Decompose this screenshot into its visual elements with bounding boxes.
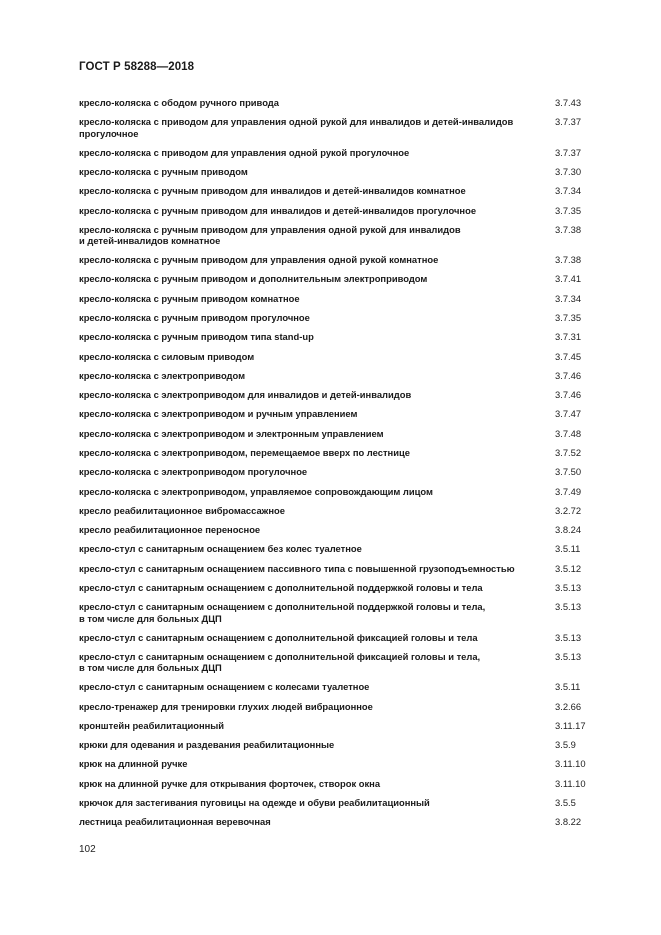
entry-term: крюк на длинной ручке для открывания форточек, створок окна: [79, 777, 381, 789]
entry-reference: 3.7.35: [555, 312, 582, 323]
entry-reference: 3.5.5: [555, 796, 576, 808]
entry-reference: 3.5.11: [555, 681, 581, 693]
entry-reference: 3.5.13: [555, 581, 582, 593]
term-index-list: [79, 97, 599, 836]
entry-reference: 3.7.48: [555, 427, 582, 439]
entry-reference: 3.7.34: [555, 292, 582, 304]
index-entry: [79, 351, 599, 363]
index-entry: [79, 739, 599, 751]
index-entry: [79, 116, 599, 139]
index-entry: [79, 408, 599, 420]
entry-reference: 3.7.49: [555, 485, 582, 497]
index-entry: [79, 428, 599, 440]
entry-term: кресло-коляска с электроприводом и электронным управлением: [79, 427, 384, 439]
entry-term: кресло-коляска с ручным приводом комнатное: [79, 292, 300, 304]
entry-reference: 3.5.13: [555, 650, 582, 662]
index-entry: [79, 651, 599, 674]
index-entry: [79, 505, 599, 517]
index-entry: [79, 97, 599, 109]
entry-term: кресло-стул с санитарным оснащением без колес туалетное: [79, 543, 362, 555]
entry-reference: 3.5.13: [555, 631, 582, 643]
entry-term: кресло-коляска с электроприводом, перемещаемое вверх по лестнице: [79, 446, 410, 458]
entry-term: кресло-коляска с приводом для управления одной рукой прогулочное: [79, 146, 410, 158]
entry-reference: 3.7.46: [555, 369, 582, 381]
entry-term: кресло-коляска с приводом для управления одной рукой для инвалидов и детей-инвалидов прогулочное: [79, 116, 514, 139]
index-entry: [79, 681, 599, 693]
entry-reference: 3.2.72: [555, 504, 582, 516]
entry-reference: 3.7.41: [555, 273, 582, 285]
index-entry: [79, 701, 599, 713]
index-entry: [79, 205, 599, 217]
entry-reference: 3.7.31: [555, 331, 582, 343]
entry-term: кресло-стул с санитарным оснащением пассивного типа с повышенной грузоподъемностью: [79, 562, 515, 574]
entry-reference: 3.7.34: [555, 185, 582, 197]
entry-term: кресло-коляска с ручным приводом: [79, 165, 248, 177]
entry-reference: 3.7.52: [555, 446, 582, 458]
entry-reference: 3.5.11: [555, 543, 581, 555]
entry-term: лестница реабилитационная веревочная: [79, 816, 271, 828]
entry-term: кресло-коляска с ручным приводом для инвалидов и детей-инвалидов прогулочное: [79, 204, 477, 216]
entry-term: кресло-тренажер для тренировки глухих людей вибрационное: [79, 700, 373, 712]
entry-reference: 3.7.38: [555, 254, 582, 266]
index-entry: [79, 632, 599, 644]
entry-reference: 3.7.38: [555, 223, 582, 235]
entry-reference: 3.5.12: [555, 562, 582, 574]
entry-term: кресло реабилитационное вибромассажное: [79, 504, 285, 516]
entry-reference: 3.7.37: [555, 146, 582, 158]
entry-term: кресло-стул с санитарным оснащением с дополнительной поддержкой головы и тела: [79, 581, 483, 593]
index-entry: [79, 797, 599, 809]
entry-term: кресло-коляска с электроприводом для инвалидов и детей-инвалидов: [79, 389, 412, 401]
entry-reference: 3.8.22: [555, 816, 582, 828]
page-number: 102: [79, 844, 96, 855]
entry-reference: 3.7.45: [555, 350, 582, 362]
entry-term: кресло-стул с санитарным оснащением с дополнительной фиксацией головы и тела, в том числе для больных ДЦП: [79, 650, 481, 674]
entry-term: кресло реабилитационное переносное: [79, 524, 261, 536]
entry-term: кресло-коляска с ободом ручного привода: [79, 97, 279, 108]
index-entry: [79, 293, 599, 305]
entry-reference: 3.7.46: [555, 389, 582, 401]
entry-term: кресло-коляска с ручным приводом для управления одной рукой комнатное: [79, 254, 439, 266]
index-entry: [79, 273, 599, 285]
index-entry: [79, 758, 599, 770]
entry-term: кресло-стул с санитарным оснащением с дополнительной фиксацией головы и тела: [79, 631, 478, 643]
entry-term: кресло-коляска с электроприводом, управляемое сопровождающим лицом: [79, 485, 433, 497]
index-entry: [79, 720, 599, 732]
index-entry: [79, 224, 599, 247]
index-entry: [79, 524, 599, 536]
index-entry: [79, 563, 599, 575]
entry-term: кресло-коляска с ручным приводом прогулочное: [79, 312, 310, 323]
entry-reference: 3.7.50: [555, 466, 582, 478]
index-entry: [79, 147, 599, 159]
entry-reference: 3.11.17: [555, 719, 586, 731]
index-entry: [79, 466, 599, 478]
index-entry: [79, 601, 599, 624]
entry-term: крюк на длинной ручке: [79, 758, 188, 770]
entry-reference: 3.11.10: [555, 777, 586, 789]
index-entry: [79, 185, 599, 197]
index-entry: [79, 254, 599, 266]
index-entry: [79, 312, 599, 324]
entry-reference: 3.11.10: [555, 758, 586, 770]
entry-term: кресло-стул с санитарным оснащением с дополнительной поддержкой головы и тела, в том числе для больных ДЦП: [79, 601, 486, 624]
entry-term: кресло-коляска с электроприводом и ручным управлением: [79, 408, 358, 420]
entry-reference: 3.2.66: [555, 700, 582, 712]
entry-term: кресло-коляска с электроприводом: [79, 369, 246, 381]
entry-reference: 3.8.24: [555, 524, 582, 536]
index-entry: [79, 166, 599, 178]
document-code: ГОСТ Р 58288—2018: [79, 61, 195, 73]
index-entry: [79, 447, 599, 459]
index-entry: [79, 389, 599, 401]
index-entry: [79, 486, 599, 498]
entry-term: крюки для одевания и раздевания реабилитационные: [79, 739, 335, 751]
entry-reference: 3.7.30: [555, 165, 582, 177]
entry-reference: 3.7.43: [555, 97, 582, 108]
entry-reference: 3.5.13: [555, 601, 582, 613]
entry-term: кресло-стул с санитарным оснащением с колесами туалетное: [79, 681, 370, 693]
entry-term: кресло-коляска с силовым приводом: [79, 350, 255, 362]
entry-term: кресло-коляска с электроприводом прогулочное: [79, 466, 308, 478]
entry-reference: 3.7.35: [555, 204, 582, 216]
entry-reference: 3.7.47: [555, 408, 582, 420]
entry-reference: 3.7.37: [555, 116, 582, 128]
index-entry: [79, 543, 599, 555]
index-entry: [79, 582, 599, 594]
entry-reference: 3.5.9: [555, 739, 576, 751]
index-entry: [79, 331, 599, 343]
entry-term: кронштейн реабилитационный: [79, 719, 225, 731]
index-entry: [79, 370, 599, 382]
entry-term: крючок для застегивания пуговицы на одежде и обуви реабилитационный: [79, 796, 430, 808]
index-entry: [79, 778, 599, 790]
entry-term: кресло-коляска с ручным приводом типа stand-up: [79, 331, 314, 343]
entry-term: кресло-коляска с ручным приводом и дополнительным электроприводом: [79, 273, 428, 285]
index-entry: [79, 816, 599, 828]
entry-term: кресло-коляска с ручным приводом для управления одной рукой для инвалидов и детей-инвалидов комнатное: [79, 223, 461, 247]
entry-term: кресло-коляска с ручным приводом для инвалидов и детей-инвалидов комнатное: [79, 185, 466, 197]
